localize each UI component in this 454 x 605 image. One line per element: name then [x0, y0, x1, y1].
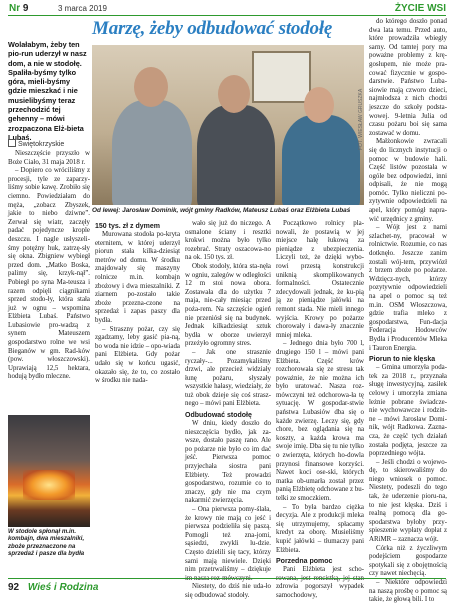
fire-glow [23, 470, 75, 500]
column-2 [95, 220, 180, 386]
paragraph: Początkowo rolnicy pla-nowali, że postawią w jej miejsce halę łukową za pieniądze z ubezpieczenia. Liczyli też, że dzięki wybo-rowi przestą konstrukcji uniknią skomplikowanych formalności. Ostatecznie zdecydowali jednak, że ku-pią ją ze pieniądze jałówki na remont stada. Nie mieli innego wyjścia. Krowy po pożarze chorowały i dawa-ły znacznie mniej mleka. [276, 220, 364, 339]
person-middle [197, 105, 275, 205]
page-header [0, 0, 454, 16]
paragraph: – Ona pierwsza pomy-ślała, że krowy nie mają co jeść i pierwsza podzieliła się paszą. Pomogli też zna-jomi, sąsiedzi, zwykli lu-dzie. Często dzielili się tacy, którzy sami mają niewiele. Dzięki nim przetrwaliśmy – dziękuje [185, 506, 271, 574]
paragraph: Niestety, do dziś nie uda-ło się odbudować stodoły. [185, 583, 271, 599]
paragraph: Murowana stodoła po-kryta eternitem, w której uderzył piorun stała kilka-dziesiąt metrów od domu. W środku znajdowały się maszyny rolnicze m.in. kombajn zbożowy i dwa mieszalniki. Z ziarnem po-zostało takie zboże przezna-czone na sprzedaż i zapas paszy dla bydła. [95, 231, 180, 324]
magazine-name: Wieś i Rodzina [27, 582, 99, 593]
column-5 [369, 18, 447, 605]
paragraph: Małżonkowie zwracali się do licznych instytucji o pomoc w budowie hali. Część listów pozostała w ogóle bez odpowiedzi, inni odpisali, że nie mogą pomóc. Tylko nieliczni po-zytywnie odpowiedzieli na apel, który pomógł napra-wić urzędnicy z gminy. [369, 138, 447, 223]
issue-number: Nr 9 [9, 3, 29, 14]
column-4 [276, 220, 364, 601]
author-region: Świętokrzyskie [8, 139, 64, 148]
paragraph: W dniu, kiedy doszło do nieszczęścia bydło, jak za-wsze, dostało paszę rano. Ale po pożarze nie było co im dać jeść. Pierwsza pomoc przyjechała siostra pani Elżbiety. Też prowadzi gospodarstwo, rozumie co to znaczy, gdy nie ma czym nakarmić zwierzęcia. [185, 420, 271, 505]
header-rule [8, 15, 446, 16]
subheading: Odbudować stodołę [185, 412, 252, 420]
window-shape [252, 51, 311, 103]
paragraph: – Gmina umorzyła poda-tek za 2018 r., przyznała sługę inwestycyjną, zasiłek celowy i umorzyła zmiana leżnie pobrane świadcze-nie wychowawcze i rodzin-ne – mówi Jarosław Domi-nik, wójt Radkowa. Zazna-cza, że część tych działań została podjęta, jeszcze za poprzedniego wójta. [369, 364, 447, 458]
paragraph: – Dopiero co wróciliśmy z procesji, tyle ze zaparzy-liśmy sobie kawę. Zrobiło się ciemno. Powiedziałam do męża, „zobacz Zbyszek, jakie to niebo dziwne”. Zerwał się wiatr, zaczęły padać pojedyncze krople deszczu. I nagle usłyszeli-śmy potężny huk, zatrzę-sły się okna. Zbigniew wybiegł przed dom. „Matko Boska, palimy się, krzyk-nął”. Pobiegł po syna Ma-teusza i razem odpięli ciągnikami sprzed stodo-ły, która stała już w ognu – wspomina Elżbieta Lubaś. Państwo Lubasiowie pro-wadzą z synem Mateuszem gospodarstwo rolne we wsi Bieganów w gm. Rad-ków (pow. włoszczowski). Uprawiają 12,5 hektara, hodują bydło mleczne. [8, 167, 90, 381]
photo-caption: Od lewej: Jarosław Dominik, wójt gminy Radków, Mateusz Lubaś oraz Elżbieta Lubaś [92, 207, 351, 214]
paragraph: Pani Elżbieta jest scho- zdrowia pogorszył wypadek samochodowy, [276, 566, 364, 599]
subheading: 150 tys. zł z dymem [95, 223, 160, 230]
article-lead: Wolałabym, żeby ten pio-run uderzył w nasz dom, a nie w stodołę. Spaliła-byśmy tylko góra, mieli-byśmy gdzie mieszkać i nie musielibyśmy teraz przechodzić tej gehenny – mówi zrozpaczona Elż-bieta Lubaś. [8, 40, 87, 142]
paragraph: – Wójt jest z nami szlachet-ny, pracował w rolnictwie. Rozumie, co nas dotknęło. Jeszcze zanim zostali wój-tem, przywiózł z brzem zboże po pożarze. Wdzięcz-nych, którzy pozytywnie odpowiedzieli na apel o pomoc są też m.in. OSM Włoszczowa, gdzie trafia mleko z gospodarstwa, Fun-dacja Federacja Hodowców Bydła i Producentów Mleka i Tauron Energia. [369, 224, 447, 352]
paragraph: do którego doszło ponad dwa lata temu. Przed auto, które prowadziła wbiegły sarny. Od tamtej pory ma poważne problemy z krę-gosłupem, nie może pra-cować fizycznie w gospo-darstwie. Państwo Luba-siowie mają czworo dzieci, najmłodsza z nich chodzi jeszcze do szkoły podsta-wowej. 9-letnia Julia od czasu pożaru boi się sama zostawać w domu. [369, 18, 447, 137]
paragraph: Obok stodoły, która sta-nęła w ogniu, zalegów w odległości 12 m stoi nowa obora. Zostawała dla do użytku 7 maja, nie-cały miesiąc przed poża-rem. Na szczęście ogień nie przeniósł się na budynek. Jednak kilkadziesiąt sztuk bydła w oborze uwierzył przeżyło ogromny stres. [185, 262, 271, 348]
person-left [112, 100, 192, 205]
paragraph: – Jeśli chodzi o wojewo-dę, to skierowaliśmy do niego wniosek o pomoc. Niestety, podeszli do tego tak, że uderzenie pioru-na, to nie jest klęska. Dziś i realną pomocą dla go-spodarstwa byłoby przy-spieszenie wypłaty dopłat z ARiMR – zaznacza wójt. [369, 458, 447, 544]
page-footer [8, 582, 98, 593]
paragraph: – To była bardzo ciężka decyzja. Ale z produkcji mleka się utrzymujemy, spłacamy kredyt za oborę. Musieliśmy kupić jałówki – tłumaczy pani Elżbieta. [276, 503, 364, 554]
column-1 [8, 150, 90, 382]
paragraph: wało się już do niczego. A osmalone ściany i resztki krokwi można było tylko rozebrać. Straty oszacowa-no na ok. 150 tys. zł. [185, 220, 271, 262]
paragraph: – Jednego dnia było 700 l, drugiego 150 l – mówi pani Elżbieta. Część krów rozchorowała się ze stresu tak poważnie, że nie można ich było uratować. Nasza roz-mówczyni też odchorowa-ła tę sytuację. W gospodar-stwie państwa Lubasiów dba się o każde zwierzę. Leczy się, gdy chore, bez oglądania się na koszty, a każda krowa ma swoje imię. Dba się tu nie tylko o zwierzęta, których ho-dowla przynosi finansowe korzyści. Nawet koci ose-ski, których matka ob-umarła został przez panią Elżbietę odchowane z bu-telki ze smoczkiem. [276, 340, 365, 502]
paragraph: – Niektóre odpowiedzi na naszą prośbę o pomoc są takie, że głową bili. I to [369, 579, 447, 604]
photo-credit: FOT. WIESŁAW GRUSZKA [358, 88, 364, 150]
paragraph: – Straszny pożar, czy się zgadzamy, leby gasić pia-ną, bo woda nie idzie – opo-wiada pani Elżbieta. Gdy pożar udało się w końcu ugasić, okazało się, że to, co zostało w środku nie nada- [95, 325, 180, 385]
article-title: Marzę, żeby odbudować stodołę [92, 18, 333, 39]
paragraph: – Jak one strasznie ryczały-... Pozamykaliśmy drzwi, ale przecież widziały łunę pożaru, słyszały wszystkie hałasy, wiedziały, że tuż obok dzieje się coś strasz-nego – mówi pani Elżbieta. [185, 348, 271, 408]
column-3 [185, 220, 271, 601]
person-right [282, 115, 360, 205]
page-number: 92 [8, 582, 20, 593]
issue-date: 3 marca 2019 [58, 4, 107, 13]
subheading: Piorun to nie klęska [369, 356, 436, 364]
photo-caption-fire: W stodole spłonął m.in. kombajn, dwa mieszalniki, zboże przeznaczone na sprzedaż i pasze dla bydła [8, 528, 85, 558]
paragraph: Nieszczęście przyszło w Boże Ciało, 31 maja 2018 r. [8, 150, 90, 166]
article-photo-people [92, 45, 364, 205]
section-label: ŻYCIE WSI [394, 3, 446, 14]
subheading: Porzedna pomoc [276, 558, 333, 566]
article-photo-fire [8, 415, 90, 527]
location-icon [8, 139, 16, 147]
footer-rule [8, 578, 446, 579]
paragraph: Córka niż z życzliwym podejściem gospodarze spotykali się z obojętnością czy nawet niechęcią. [369, 544, 447, 578]
